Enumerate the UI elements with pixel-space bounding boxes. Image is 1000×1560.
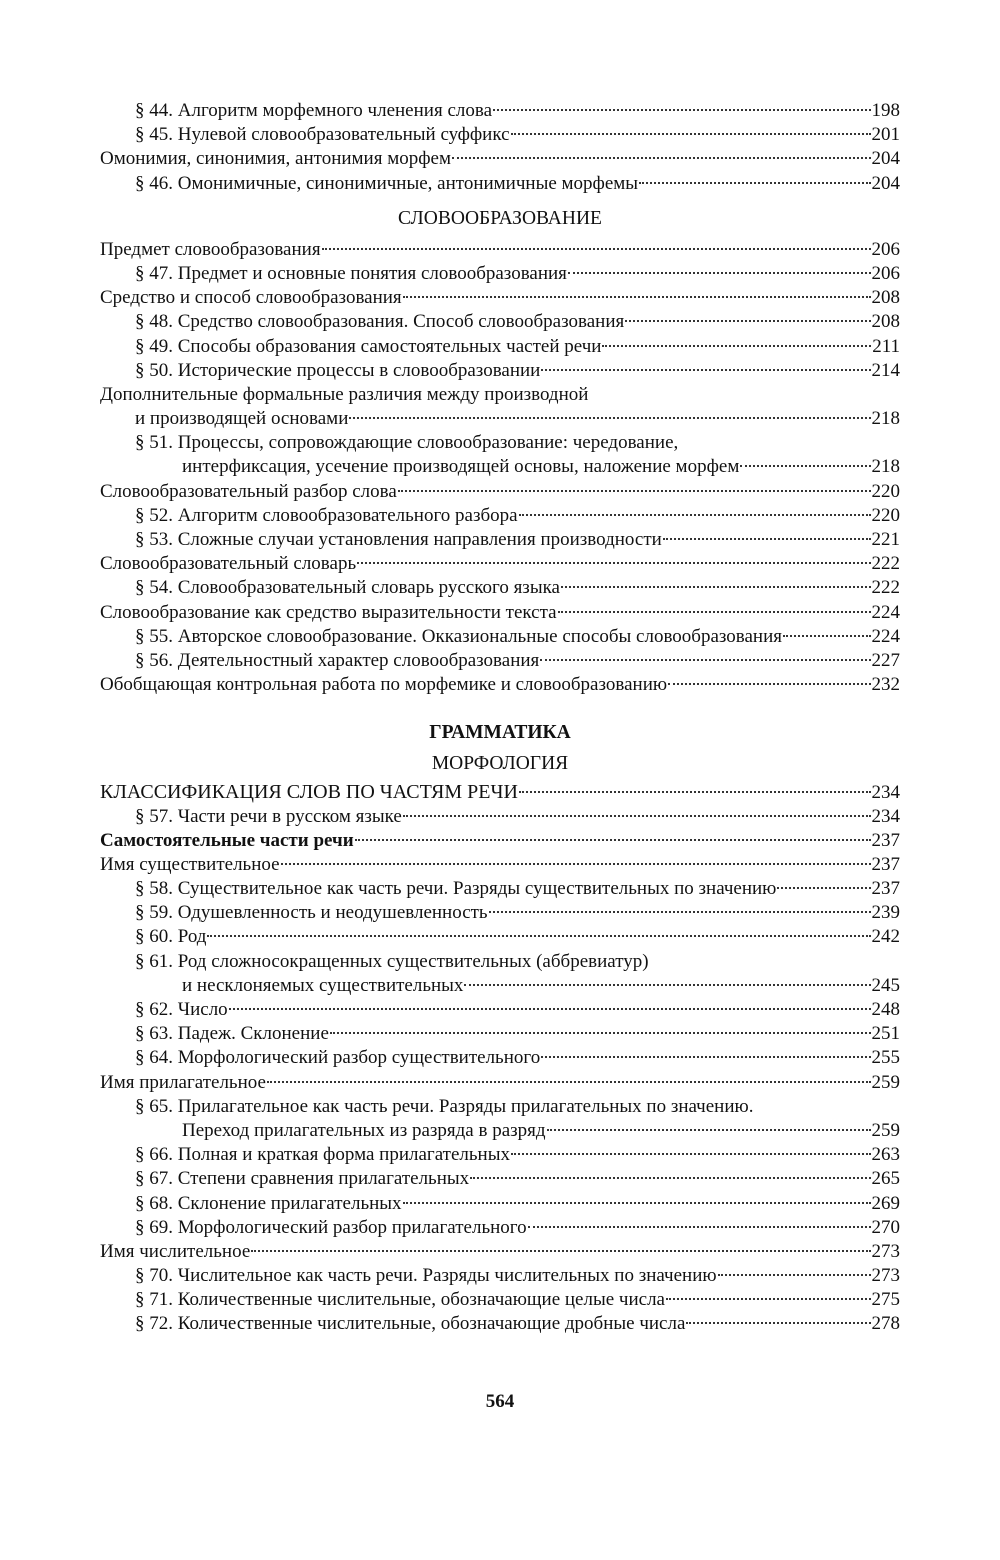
dot-leader bbox=[403, 815, 871, 817]
toc-page-number: 218 bbox=[871, 408, 900, 430]
dot-leader bbox=[777, 887, 870, 889]
dot-leader bbox=[740, 465, 870, 467]
section-heading-morphology: МОРФОЛОГИЯ bbox=[431, 753, 569, 775]
toc-page-number: 242 bbox=[871, 926, 900, 948]
toc-entry-title: § 69. Морфологический разбор прилагательного bbox=[135, 1216, 527, 1238]
toc-page-number: 259 bbox=[871, 1119, 900, 1141]
toc-entry-title: § 68. Склонение прилагательных bbox=[135, 1192, 402, 1214]
toc-page-number: 220 bbox=[871, 480, 900, 502]
toc-entry-title: § 51. Процессы, сопровождающие словообразование: чередование, bbox=[135, 432, 679, 454]
toc-entry bbox=[100, 480, 900, 504]
toc-entry bbox=[100, 1240, 900, 1264]
toc-entry-title: Предмет словообразования bbox=[100, 238, 321, 260]
toc-group-morphology bbox=[100, 780, 900, 1336]
toc-entry-title: § 52. Алгоритм словообразовательного разбора bbox=[135, 504, 518, 526]
dot-leader bbox=[355, 839, 871, 841]
toc-entry-title: § 70. Числительное как часть речи. Разряды числительных по значению bbox=[135, 1265, 717, 1287]
toc-entry bbox=[100, 901, 900, 925]
dot-leader bbox=[251, 1250, 870, 1252]
dot-leader bbox=[663, 538, 871, 540]
toc-entry bbox=[100, 601, 900, 625]
toc-entry-title: § 45. Нулевой словообразовательный суффикс bbox=[135, 124, 510, 146]
toc-entry-title: § 65. Прилагательное как часть речи. Разряды прилагательных по значению. bbox=[135, 1095, 754, 1117]
dot-leader bbox=[470, 1177, 870, 1179]
dot-leader bbox=[625, 320, 870, 322]
dot-leader bbox=[540, 659, 870, 661]
table-of-contents bbox=[100, 99, 900, 1337]
toc-entry-title: § 66. Полная и краткая форма прилагательных bbox=[135, 1144, 510, 1166]
dot-leader bbox=[403, 1202, 871, 1204]
dot-leader bbox=[783, 635, 870, 637]
toc-entry bbox=[100, 528, 900, 552]
toc-page-number: 208 bbox=[871, 287, 900, 309]
toc-entry-continuation: Переход прилагательных из разряда в разряд bbox=[182, 1119, 546, 1141]
toc-entry bbox=[100, 147, 900, 171]
dot-leader bbox=[489, 911, 871, 913]
dot-leader bbox=[561, 586, 871, 588]
toc-page-number: 222 bbox=[871, 553, 900, 575]
dot-leader bbox=[349, 417, 870, 419]
toc-entry-title: Дополнительные формальные различия между производной bbox=[100, 383, 589, 405]
toc-entry bbox=[100, 99, 900, 123]
toc-entry-title: § 72. Количественные числительные, обозначающие дробные числа bbox=[135, 1313, 686, 1335]
toc-entry bbox=[100, 1143, 900, 1167]
toc-page-number: 232 bbox=[871, 674, 900, 696]
dot-leader bbox=[207, 935, 870, 937]
toc-entry bbox=[100, 238, 900, 262]
toc-entry-title: Имя числительное bbox=[100, 1240, 251, 1262]
toc-entry bbox=[100, 805, 900, 829]
toc-entry bbox=[100, 1167, 900, 1191]
toc-group-word-formation bbox=[100, 238, 900, 698]
toc-entry bbox=[100, 455, 900, 479]
toc-page-number: 248 bbox=[871, 999, 900, 1020]
toc-entry bbox=[100, 359, 900, 383]
toc-page-number: 255 bbox=[871, 1047, 900, 1069]
toc-entry-title: КЛАССИФИКАЦИЯ СЛОВ ПО ЧАСТЯМ РЕЧИ bbox=[100, 781, 518, 804]
toc-page-number: 234 bbox=[871, 782, 900, 804]
toc-entry-continuation: и несклоняемых существительных bbox=[182, 974, 464, 996]
toc-entry bbox=[100, 673, 900, 697]
toc-page-number: 278 bbox=[871, 1313, 900, 1335]
toc-page-number: 204 bbox=[871, 148, 900, 170]
toc-page-number: 245 bbox=[871, 974, 900, 996]
toc-entry-title: Словообразовательный разбор слова bbox=[100, 480, 397, 502]
toc-entry-title: § 71. Количественные числительные, обозначающие целые числа bbox=[135, 1289, 665, 1311]
toc-entry-title: § 60. Род bbox=[135, 926, 207, 948]
dot-leader bbox=[668, 683, 870, 685]
toc-group-morphemics bbox=[100, 99, 900, 196]
toc-page-number: 273 bbox=[871, 1265, 900, 1287]
toc-page-number: 237 bbox=[871, 829, 900, 851]
toc-entry-title: Имя существительное bbox=[100, 853, 280, 875]
dot-leader bbox=[547, 1129, 871, 1131]
toc-page-number: 237 bbox=[871, 853, 900, 875]
toc-page-number: 198 bbox=[871, 100, 900, 121]
toc-entry bbox=[100, 974, 900, 998]
toc-entry-title: § 46. Омонимичные, синонимичные, антонимичные морфемы bbox=[135, 172, 639, 194]
dot-leader bbox=[464, 984, 870, 986]
toc-page-number: 265 bbox=[871, 1168, 900, 1190]
dot-leader bbox=[357, 562, 870, 564]
toc-entry-title: § 50. Исторические процессы в словообразовании bbox=[135, 359, 541, 381]
dot-leader bbox=[322, 248, 871, 250]
toc-entry-title: § 54. Словообразовательный словарь русского языка bbox=[135, 577, 560, 599]
toc-entry bbox=[100, 123, 900, 147]
toc-entry-title: Словообразовательный словарь bbox=[100, 553, 357, 575]
dot-leader bbox=[511, 133, 871, 135]
toc-page-number: 201 bbox=[871, 124, 900, 146]
toc-entry-title: § 61. Род сложносокращенных существительных (аббревиатур) bbox=[135, 950, 649, 972]
toc-entry bbox=[100, 780, 900, 804]
toc-page-number: 273 bbox=[871, 1240, 900, 1262]
toc-entry bbox=[100, 335, 900, 359]
toc-entry-title: § 57. Части речи в русском языке bbox=[135, 805, 402, 827]
toc-entry-title: Самостоятельные части речи bbox=[100, 829, 354, 851]
toc-entry bbox=[100, 1192, 900, 1216]
toc-page-number: 275 bbox=[871, 1289, 900, 1311]
dot-leader bbox=[528, 1226, 871, 1228]
toc-page-number: 222 bbox=[871, 577, 900, 599]
toc-page-number: 251 bbox=[871, 1023, 900, 1045]
toc-entry-title: § 53. Сложные случаи установления направления производности bbox=[135, 529, 662, 550]
dot-leader bbox=[519, 791, 871, 793]
toc-entry bbox=[100, 1264, 900, 1288]
toc-page-number: 237 bbox=[871, 878, 900, 900]
toc-entry bbox=[100, 504, 900, 528]
toc-entry bbox=[100, 1119, 900, 1143]
toc-entry bbox=[100, 853, 900, 877]
dot-leader bbox=[541, 369, 870, 371]
toc-page-number: 221 bbox=[871, 529, 900, 550]
toc-page-number: 208 bbox=[871, 311, 900, 333]
dot-leader bbox=[493, 109, 870, 111]
dot-leader bbox=[519, 514, 871, 516]
toc-page-number: 206 bbox=[871, 262, 900, 284]
toc-entry-title: § 62. Число bbox=[135, 999, 228, 1020]
toc-entry bbox=[100, 1046, 900, 1070]
toc-entry bbox=[100, 1288, 900, 1312]
dot-leader bbox=[267, 1081, 871, 1083]
toc-entry-title: § 67. Степени сравнения прилагательных bbox=[135, 1168, 470, 1190]
dot-leader bbox=[541, 1056, 870, 1058]
toc-page-number: 211 bbox=[872, 335, 900, 357]
toc-entry-continuation: и производящей основами bbox=[135, 408, 349, 430]
toc-entry bbox=[100, 576, 900, 600]
toc-entry-continuation: интерфиксация, усечение производящей основы, наложение морфем bbox=[182, 456, 740, 478]
dot-leader bbox=[686, 1322, 870, 1324]
toc-entry bbox=[100, 552, 900, 576]
toc-page-number: 220 bbox=[871, 504, 900, 526]
dot-leader bbox=[330, 1032, 871, 1034]
toc-entry-title: § 44. Алгоритм морфемного членения слова bbox=[135, 100, 493, 121]
toc-entry bbox=[100, 286, 900, 310]
toc-entry-title: Имя прилагательное bbox=[100, 1071, 266, 1093]
toc-entry-title: Обобщающая контрольная работа по морфемике и словообразованию bbox=[100, 674, 668, 696]
toc-entry-title: § 63. Падеж. Склонение bbox=[135, 1023, 329, 1045]
toc-page-number: 206 bbox=[871, 238, 900, 260]
toc-entry-title: § 59. Одушевленность и неодушевленность bbox=[135, 902, 488, 924]
dot-leader bbox=[558, 611, 871, 613]
toc-entry bbox=[100, 310, 900, 334]
toc-entry bbox=[100, 877, 900, 901]
toc-page-number: 204 bbox=[871, 172, 900, 194]
toc-page-number: 269 bbox=[871, 1192, 900, 1214]
toc-page-number: 263 bbox=[871, 1144, 900, 1166]
toc-page-number: 270 bbox=[871, 1216, 900, 1238]
dot-leader bbox=[602, 345, 871, 347]
page-number: 564 bbox=[485, 1391, 515, 1412]
toc-page-number: 227 bbox=[871, 649, 900, 671]
toc-entry-title: Средство и способ словообразования bbox=[100, 287, 402, 309]
toc-entry-title: § 48. Средство словообразования. Способ словообразования bbox=[135, 311, 625, 333]
toc-entry bbox=[100, 1216, 900, 1240]
section-heading-word-formation: СЛОВООБРАЗОВАНИЕ bbox=[398, 207, 602, 229]
section-heading-grammar: ГРАММАТИКА bbox=[429, 722, 571, 744]
dot-leader bbox=[511, 1153, 871, 1155]
toc-entry bbox=[100, 649, 900, 673]
toc-entry bbox=[100, 1312, 900, 1336]
toc-entry bbox=[100, 998, 900, 1022]
toc-entry-title: § 47. Предмет и основные понятия словообразования bbox=[135, 262, 567, 284]
dot-leader bbox=[666, 1298, 871, 1300]
toc-entry-title: § 58. Существительное как часть речи. Разряды существительных по значению bbox=[135, 878, 777, 900]
toc-entry-title: Омонимия, синонимия, антонимия морфем bbox=[100, 148, 452, 170]
toc-entry-title: § 55. Авторское словообразование. Окказиональные способы словообразования bbox=[135, 625, 783, 647]
toc-entry-title: § 49. Способы образования самостоятельных частей речи bbox=[135, 335, 602, 357]
toc-page-number: 234 bbox=[871, 805, 900, 827]
toc-entry-title: § 64. Морфологический разбор существительного bbox=[135, 1047, 541, 1069]
toc-page-number: 218 bbox=[871, 456, 900, 478]
toc-page-number: 224 bbox=[871, 625, 900, 647]
dot-leader bbox=[403, 296, 871, 298]
toc-page-number: 224 bbox=[871, 601, 900, 623]
dot-leader bbox=[281, 863, 871, 865]
toc-entry bbox=[100, 262, 900, 286]
dot-leader bbox=[568, 272, 871, 274]
toc-entry-title: § 56. Деятельностный характер словообразования bbox=[135, 649, 540, 671]
toc-entry bbox=[100, 407, 900, 431]
toc-entry bbox=[100, 925, 900, 949]
dot-leader bbox=[639, 182, 870, 184]
toc-entry-title: Словообразование как средство выразительности текста bbox=[100, 601, 557, 623]
dot-leader bbox=[398, 490, 871, 492]
toc-page-number: 214 bbox=[871, 359, 900, 381]
dot-leader bbox=[229, 1008, 871, 1010]
dot-leader bbox=[718, 1274, 871, 1276]
toc-entry bbox=[100, 172, 900, 196]
toc-entry bbox=[100, 1071, 900, 1095]
dot-leader bbox=[452, 157, 870, 159]
toc-page-number: 239 bbox=[871, 902, 900, 924]
toc-entry bbox=[100, 625, 900, 649]
toc-entry bbox=[100, 1022, 900, 1046]
toc-entry bbox=[100, 829, 900, 853]
toc-page-number: 259 bbox=[871, 1071, 900, 1093]
